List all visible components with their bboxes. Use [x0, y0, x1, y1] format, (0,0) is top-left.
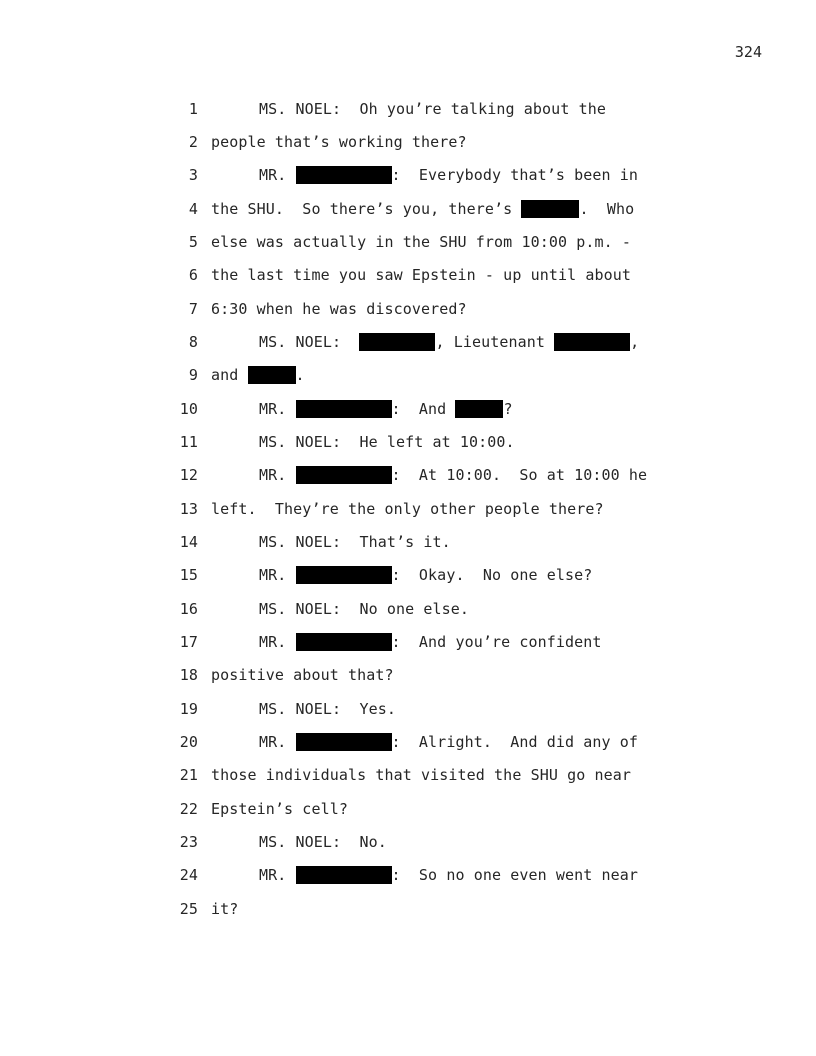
redaction-box: [296, 866, 392, 884]
line-text: [211, 366, 305, 384]
line-number: 19: [179, 699, 198, 718]
line-number: 6: [188, 266, 198, 285]
line-number: 25: [179, 899, 198, 918]
line-text: [211, 400, 513, 418]
line-text: [211, 600, 469, 618]
line-text: [211, 233, 631, 251]
text-segment: MR.: [259, 632, 296, 651]
text-segment: MR.: [259, 566, 296, 585]
text-segment: 6:30 when he was discovered?: [211, 299, 467, 318]
line-text: [211, 566, 592, 584]
line-text: [211, 900, 238, 918]
transcript-body: [170, 92, 730, 925]
text-segment: MS. NOEL: No one else.: [259, 599, 470, 618]
line-text: [211, 266, 631, 284]
transcript-line: [170, 292, 730, 325]
line-number: 21: [179, 766, 198, 785]
redaction-box: [296, 400, 392, 418]
transcript-line: [170, 625, 730, 658]
text-segment: the SHU. So there’s you, there’s: [211, 199, 522, 218]
transcript-line: [170, 459, 730, 492]
transcript-line: [170, 892, 730, 925]
text-segment: Epstein’s cell?: [211, 799, 348, 818]
text-segment: ?: [503, 399, 513, 418]
redaction-box: [359, 333, 435, 351]
transcript-line: [170, 159, 730, 192]
line-text: [211, 733, 638, 751]
line-text: [211, 433, 515, 451]
redaction-box: [554, 333, 630, 351]
text-segment: it?: [211, 899, 239, 918]
line-text: [211, 866, 638, 884]
transcript-line: [170, 192, 730, 225]
text-segment: . Who: [579, 199, 635, 218]
text-segment: : At 10:00. So at 10:00 he: [391, 466, 648, 485]
line-number: 20: [179, 732, 198, 751]
text-segment: positive about that?: [211, 666, 394, 685]
transcript-line: [170, 859, 730, 892]
text-segment: else was actually in the SHU from 10:00 p.m. -: [211, 232, 632, 251]
redaction-box: [296, 633, 392, 651]
line-number: 12: [179, 466, 198, 485]
line-number: 8: [188, 332, 198, 351]
transcript-line: [170, 592, 730, 625]
text-segment: MS. NOEL:: [259, 332, 360, 351]
text-segment: MS. NOEL: Yes.: [259, 699, 396, 718]
line-text: [211, 200, 634, 218]
line-number: 5: [188, 232, 198, 251]
text-segment: MS. NOEL: No.: [259, 832, 387, 851]
line-number: 22: [179, 799, 198, 818]
text-segment: .: [295, 366, 305, 385]
transcript-line: [170, 325, 730, 358]
text-segment: , Lieutenant: [435, 332, 555, 351]
line-number: 18: [179, 666, 198, 685]
line-text: [211, 133, 467, 151]
text-segment: : Everybody that’s been in: [391, 166, 639, 185]
line-text: [211, 166, 638, 184]
line-text: [211, 533, 451, 551]
text-segment: ,: [630, 332, 640, 351]
transcript-line: [170, 359, 730, 392]
text-segment: : Alright. And did any of: [391, 732, 639, 751]
redaction-box: [521, 200, 579, 218]
line-text: [211, 700, 396, 718]
transcript-line: [170, 125, 730, 158]
text-segment: MS. NOEL: He left at 10:00.: [259, 432, 515, 451]
text-segment: : And you’re confident: [391, 632, 602, 651]
line-number: 14: [179, 532, 198, 551]
text-segment: : So no one even went near: [391, 866, 639, 885]
redaction-box: [296, 166, 392, 184]
text-segment: the last time you saw Epstein - up until about: [211, 266, 632, 285]
line-number: 16: [179, 599, 198, 618]
text-segment: MR.: [259, 166, 296, 185]
text-segment: MR.: [259, 866, 296, 885]
line-text: [211, 666, 394, 684]
text-segment: left. They’re the only other people there?: [211, 499, 604, 518]
line-text: [211, 633, 602, 651]
line-number: 1: [188, 99, 198, 118]
text-segment: MR.: [259, 732, 296, 751]
line-text: [211, 766, 631, 784]
transcript-line: [170, 92, 730, 125]
line-number: 13: [179, 499, 198, 518]
transcript-line: [170, 692, 730, 725]
transcript-line: [170, 492, 730, 525]
line-number: 10: [179, 399, 198, 418]
line-number: 4: [188, 199, 198, 218]
line-number: 17: [179, 632, 198, 651]
transcript-line: [170, 792, 730, 825]
redaction-box: [455, 400, 503, 418]
text-segment: people that’s working there?: [211, 132, 467, 151]
text-segment: : And: [391, 399, 456, 418]
line-text: [211, 466, 647, 484]
line-text: [211, 833, 387, 851]
transcript-line: [170, 259, 730, 292]
line-text: [211, 300, 467, 318]
line-number: 23: [179, 832, 198, 851]
line-text: [211, 800, 348, 818]
transcript-line: [170, 225, 730, 258]
line-text: [211, 100, 606, 118]
transcript-line: [170, 559, 730, 592]
redaction-box: [296, 566, 392, 584]
redaction-box: [296, 466, 392, 484]
text-segment: MR.: [259, 466, 296, 485]
redaction-box: [296, 733, 392, 751]
redaction-box: [248, 366, 296, 384]
line-number: 2: [188, 132, 198, 151]
line-number: 15: [179, 566, 198, 585]
text-segment: and: [211, 366, 248, 385]
transcript-line: [170, 425, 730, 458]
text-segment: : Okay. No one else?: [391, 566, 593, 585]
line-number: 24: [179, 866, 198, 885]
text-segment: MS. NOEL: Oh you’re talking about the: [259, 99, 606, 118]
transcript-line: [170, 659, 730, 692]
transcript-line: [170, 392, 730, 425]
transcript-line: [170, 825, 730, 858]
page-number: 324: [734, 43, 762, 61]
transcript-line: [170, 725, 730, 758]
text-segment: MR.: [259, 399, 296, 418]
line-number: 3: [188, 166, 198, 185]
text-segment: MS. NOEL: That’s it.: [259, 532, 451, 551]
text-segment: those individuals that visited the SHU go near: [211, 766, 632, 785]
line-number: 11: [179, 432, 198, 451]
transcript-line: [170, 525, 730, 558]
line-number: 7: [188, 299, 198, 318]
line-text: [211, 500, 604, 518]
line-number: 9: [188, 366, 198, 385]
transcript-line: [170, 759, 730, 792]
line-text: [211, 333, 639, 351]
